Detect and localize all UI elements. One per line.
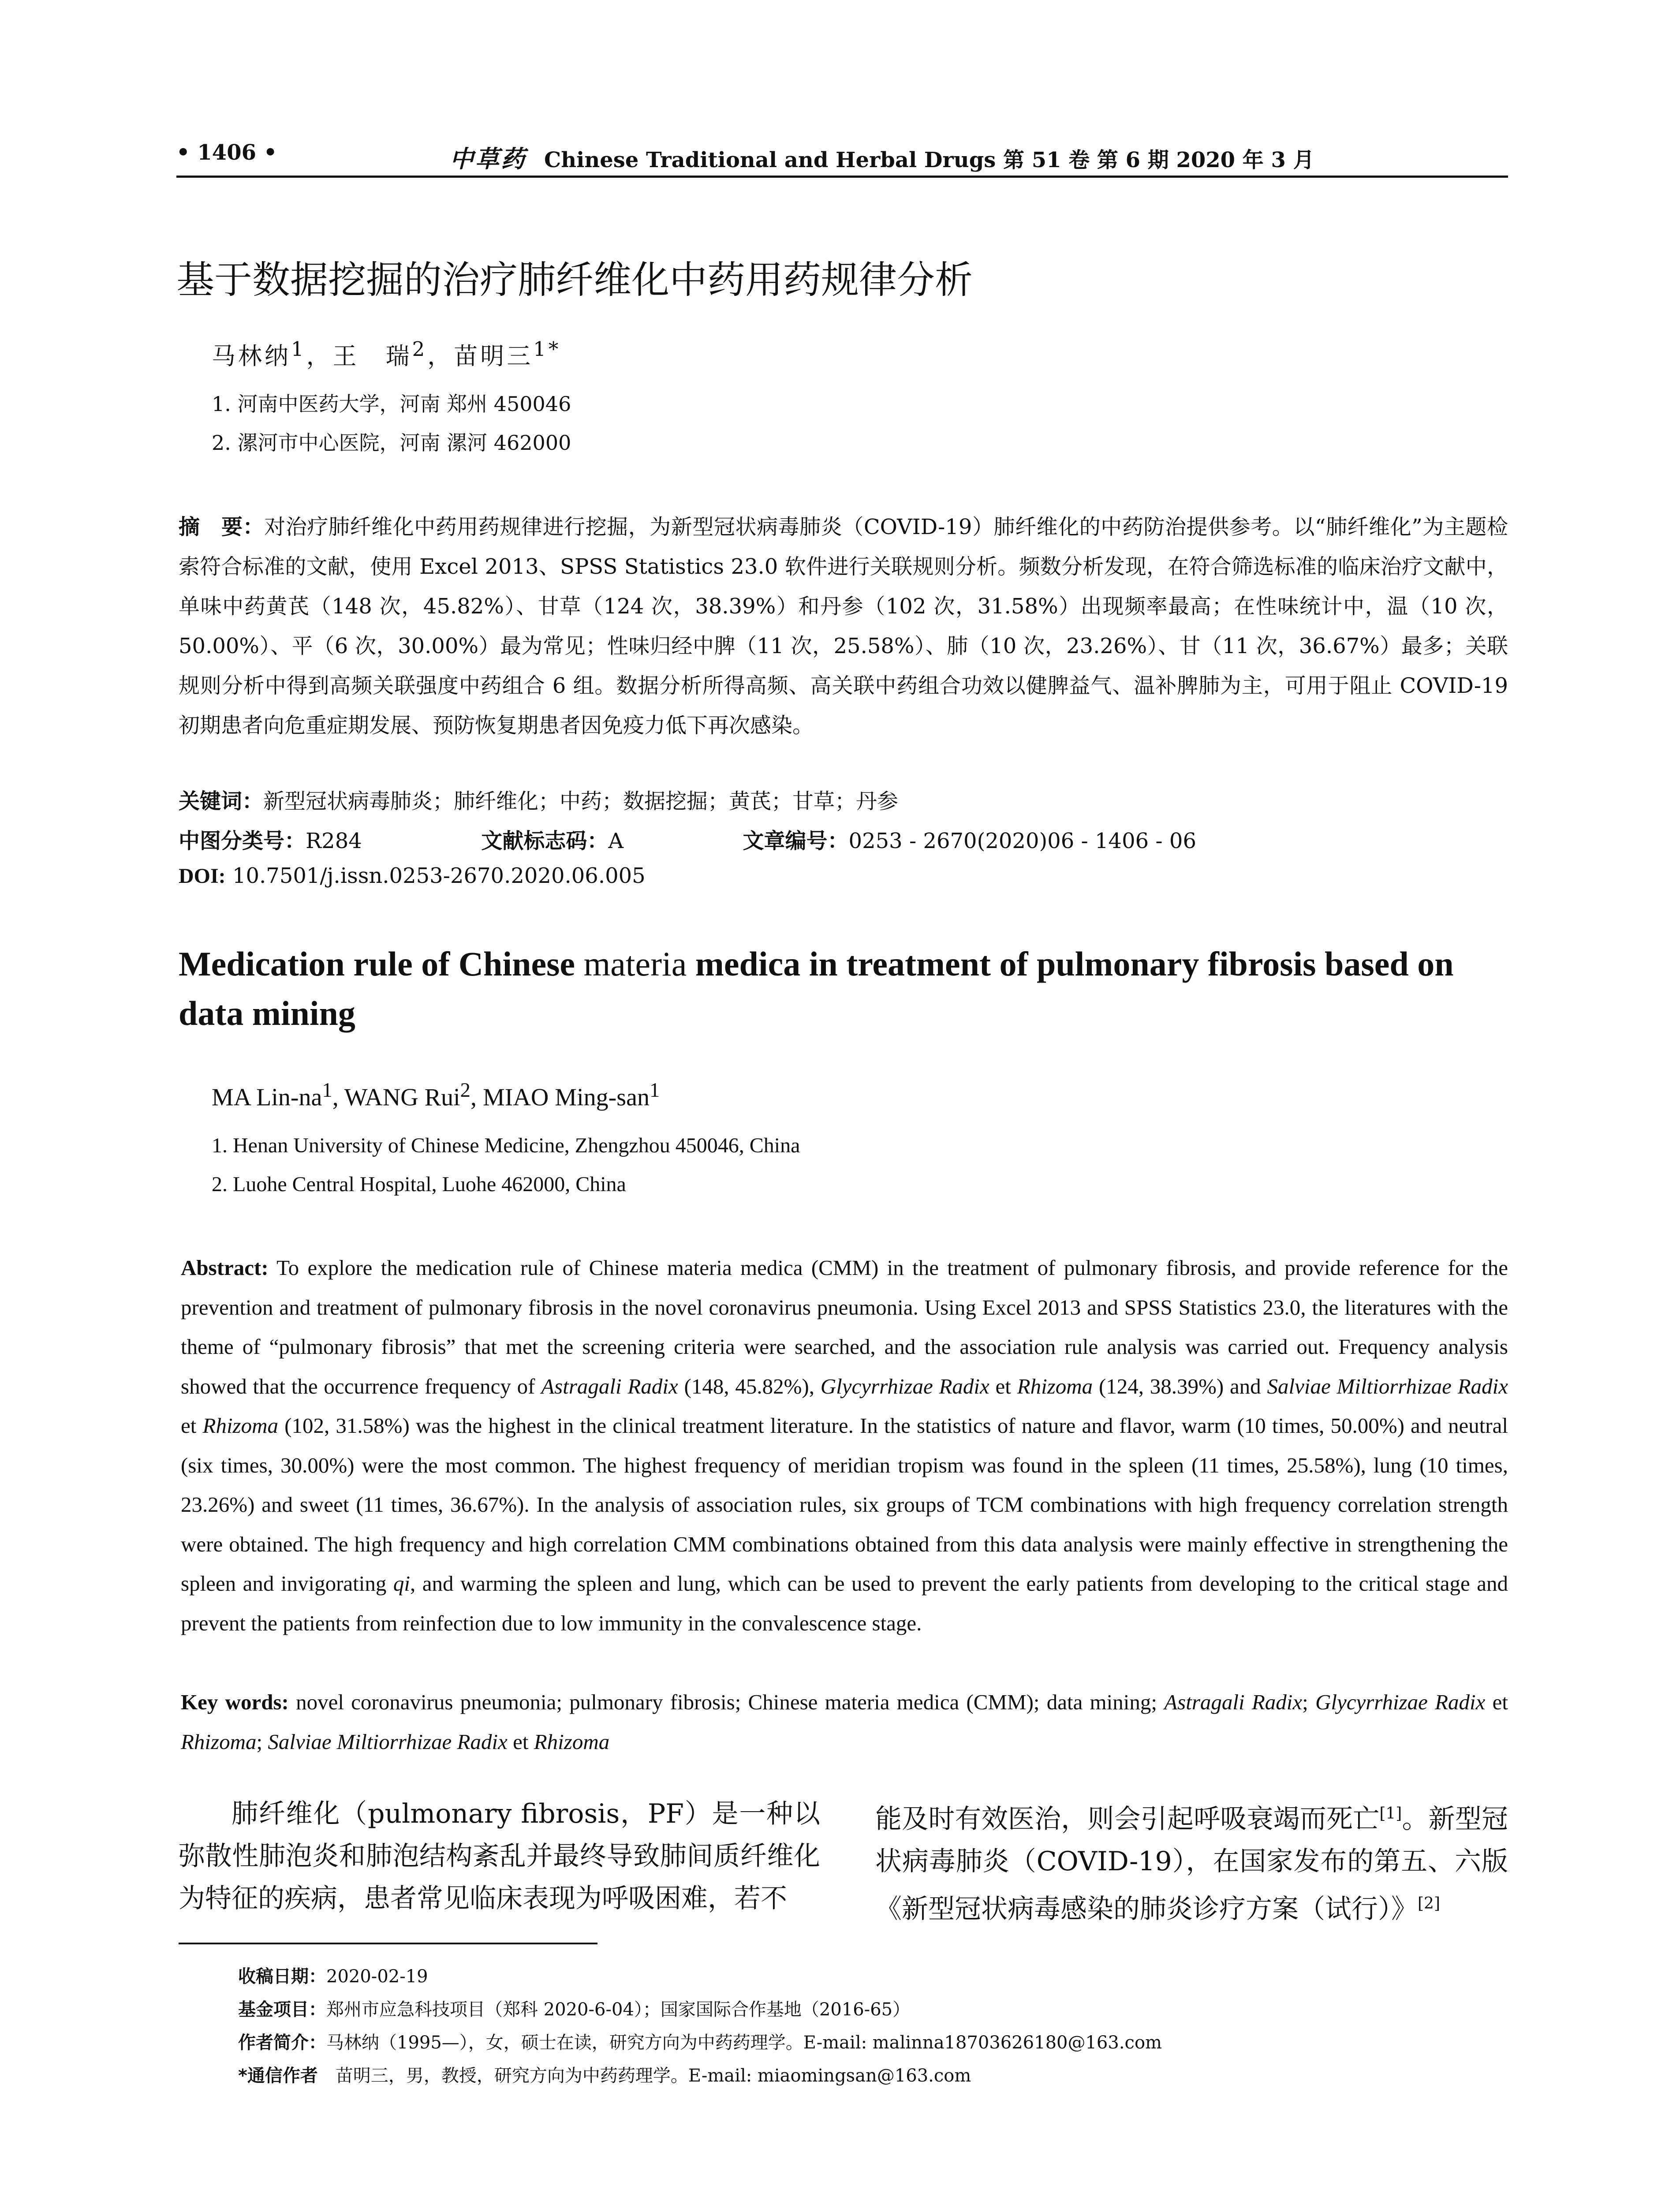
clc-label: 中图分类号： bbox=[179, 829, 306, 853]
author-name: MA Lin-na bbox=[212, 1084, 322, 1111]
doccode-value: A bbox=[608, 829, 623, 853]
page-number: • 1406 • bbox=[176, 140, 277, 165]
author-name: WANG Rui bbox=[344, 1084, 460, 1111]
english-title-part: Medication rule of Chinese bbox=[179, 945, 584, 983]
clc-value: R284 bbox=[306, 829, 362, 853]
english-title bbox=[179, 939, 1508, 1038]
keywords-text: novel coronavirus pneumonia; pulmonary fibrosis; Chinese materia medica (CMM); data mining; bbox=[288, 1690, 1165, 1714]
abstract-text: (148, 45.82%), bbox=[678, 1374, 821, 1398]
body-column-left: 肺纤维化（pulmonary fibrosis，PF）是一种以弥散性肺泡炎和肺泡结构紊乱并最终导致肺间质纤维化为特征的疾病，患者常见临床表现为呼吸困难，若不 bbox=[179, 1798, 820, 1914]
abstract-text: (124, 38.39%) and bbox=[1093, 1374, 1267, 1398]
author-name: 王 瑞 bbox=[332, 342, 412, 370]
body-text: 。新型冠状病毒肺炎（COVID-19），在国家发布的第五、六版《新型冠状病毒感染的肺炎诊疗方案（试行）》 bbox=[875, 1804, 1508, 1925]
keywords-text: ; bbox=[256, 1729, 268, 1754]
abstract-latin-name: Astragali Radix bbox=[541, 1374, 678, 1398]
abstract-text: et bbox=[989, 1374, 1017, 1398]
english-abstract bbox=[181, 1248, 1508, 1643]
author-name: 马林纳 bbox=[212, 342, 291, 370]
footnote-label: *通信作者 bbox=[238, 2066, 318, 2086]
keywords-label: Key words: bbox=[181, 1690, 289, 1714]
body-column-right bbox=[875, 1793, 1508, 1930]
body-text: 能及时有效医治，则会引起呼吸衰竭而死亡 bbox=[875, 1804, 1380, 1835]
footnote-funding bbox=[238, 1996, 910, 2021]
abstract-label: 摘 要： bbox=[179, 515, 265, 539]
author-affil-mark: 1 bbox=[322, 1079, 332, 1102]
journal-header bbox=[450, 140, 1314, 174]
article-no-value: 0253 - 2670(2020)06 - 1406 - 06 bbox=[848, 829, 1196, 853]
abstract-latin-name: Rhizoma bbox=[1017, 1374, 1093, 1398]
english-keywords bbox=[181, 1682, 1508, 1761]
author-affil-mark: 1 bbox=[649, 1079, 660, 1102]
footnote-rule bbox=[179, 1943, 597, 1944]
abstract-latin-name: Glycyrrhizae Radix bbox=[820, 1374, 989, 1398]
footnote-text: 马林纳（1995—），女，硕士在读，研究方向为中药药理学。E-mail: malinna18703626180@163.com bbox=[326, 2033, 1162, 2053]
chinese-abstract bbox=[179, 507, 1508, 745]
classification-line bbox=[179, 824, 1196, 854]
english-authors: MA Lin-$na^1$, WANG Rui$^2$, MIAO Ming-san$^1$ bbox=[212, 1079, 660, 1111]
keywords-latin-name: Rhizoma bbox=[181, 1729, 257, 1754]
article-no-label: 文章编号： bbox=[743, 829, 849, 853]
footnote-label: 基金项目： bbox=[238, 1999, 326, 2020]
author-name: 苗明三 bbox=[454, 342, 534, 370]
abstract-label: Abstract: bbox=[181, 1256, 269, 1280]
header-rule bbox=[176, 176, 1508, 178]
chinese-title: 基于数据挖掘的治疗肺纤维化中药用药规律分析 bbox=[176, 258, 973, 302]
footnote-received bbox=[238, 1962, 428, 1988]
keywords-latin-name: Rhizoma bbox=[534, 1729, 610, 1754]
author-affil-mark: 1 bbox=[291, 337, 306, 361]
english-title-part: medica in treatment of pulmonary fibrosis based on data mining bbox=[179, 945, 1454, 1032]
author-affil-mark: 2 bbox=[412, 337, 428, 361]
keywords-text: et bbox=[507, 1729, 534, 1754]
author-affil-mark: 1* bbox=[533, 337, 561, 361]
footnote-label: 作者简介： bbox=[238, 2033, 326, 2053]
footnote-text: 2020-02-19 bbox=[326, 1966, 428, 1987]
footnote-text: 郑州市应急科技项目（郑科 2020-6-04）；国家国际合作基地（2016-65） bbox=[326, 1999, 911, 2020]
chinese-affiliation-2: 2. 漯河市中心医院，河南 漯河 462000 bbox=[212, 431, 571, 455]
keywords-latin-name: Salviae Miltiorrhizae Radix bbox=[268, 1729, 508, 1754]
abstract-text: , and warming the spleen and lung, which can be used to prevent the early patients from developing to the critical stage and prevent the patients from reinfection due to low immunity in the convalescence stage. bbox=[181, 1571, 1508, 1635]
abstract-text: To explore the medication rule of Chinese materia medica (CMM) in the treatment of pulmonary fibrosis, and provide reference for the prevention and treatment of pulmonary fibrosis in the novel coronavirus pneumonia. Using Excel 2013 and SPSS Statistics 23.0, the literatures with the theme of “pulmonary fibrosis” that met the screening criteria were searched, and the association rule analysis was carried out. Frequency analysis showed that the occurrence frequency of bbox=[181, 1256, 1508, 1398]
footnote-label: 收稿日期： bbox=[238, 1966, 326, 1987]
keywords-text: et bbox=[1485, 1690, 1508, 1714]
chinese-authors: 马林纳$^1$，王 瑞$^2$，苗明三$^{1*}$ bbox=[212, 337, 561, 370]
citation-ref: [2] bbox=[1418, 1895, 1440, 1913]
keywords-text: ; bbox=[1302, 1690, 1315, 1714]
abstract-text: (102, 31.58%) was the highest in the clinical treatment literature. In the statistics of nature and flavor, warm (10 times, 50.00%) and neutral (six times, 30.00%) were the most common. The highest frequency of meridian tropism was found in the spleen (11 times, 25.58%), lung (10 times, 23.26%) and sweet (11 times, 36.67%). In the analysis of association rules, six groups of TCM combinations with high frequency correlation strength were obtained. The high frequency and high correlation CMM combinations obtained from this data analysis were mainly effective in strengthening the spleen and invigorating bbox=[181, 1413, 1508, 1596]
doi-value: 10.7501/j.issn.0253-2670.2020.06.005 bbox=[232, 863, 646, 888]
footnote-corresponding bbox=[238, 2062, 971, 2087]
footnote-author-bio bbox=[238, 2029, 1162, 2054]
doi-line bbox=[179, 863, 646, 888]
citation-ref: [1] bbox=[1379, 1805, 1402, 1823]
chinese-keywords bbox=[179, 784, 898, 815]
footnote-text: 苗明三，男，教授，研究方向为中药药理学。E-mail: miaomingsan@163.com bbox=[317, 2066, 971, 2086]
doccode-label: 文献标志码： bbox=[481, 829, 609, 853]
abstract-italic-term: qi bbox=[393, 1571, 410, 1596]
abstract-latin-name: Rhizoma bbox=[202, 1413, 279, 1438]
abstract-text: et bbox=[181, 1413, 203, 1438]
english-affiliation-1: 1. Henan University of Chinese Medicine, Zhengzhou 450046, China bbox=[212, 1134, 800, 1157]
journal-info: Chinese Traditional and Herbal Drugs 第 51 卷 第 6 期 2020 年 3 月 bbox=[544, 148, 1314, 172]
keywords-latin-name: Glycyrrhizae Radix bbox=[1315, 1690, 1486, 1714]
author-name: MIAO Ming-san bbox=[482, 1084, 650, 1111]
abstract-latin-name: Salviae Miltiorrhizae Radix bbox=[1267, 1374, 1508, 1398]
english-title-part: materia bbox=[583, 945, 687, 983]
abstract-text: 对治疗肺纤维化中药用药规律进行挖掘，为新型冠状病毒肺炎（COVID-19）肺纤维化的中药防治提供参考。以“肺纤维化”为主题检索符合标准的文献，使用 Excel 2013、SPSS Statistics 23.0 软件进行关联规则分析。频数分析发现，在符合筛选标准的临床治疗文献中，单味中药黄芪（148 次，45.82%）、甘草（124 次，38.39%）和丹参（102 次，31.58%）出现频率最高；在性味统计中，温（10 次，50.00%）、平（6 次，30.00%）最为常见；性味归经中脾（11 次，25.58%）、肺（10 次，23.26%）、甘（11 次，36.67%）最多；关联规则分析中得到高频关联强度中药组合 6 组。数据分析所得高频、高关联中药组合功效以健脾益气、温补脾肺为主，可用于阻止 COVID-19 初期患者向危重症期发展、预防恢复期患者因免疫力低下再次感染。 bbox=[179, 515, 1508, 738]
doi-label: DOI: bbox=[179, 864, 226, 888]
english-affiliation-2: 2. Luohe Central Hospital, Luohe 462000, China bbox=[212, 1173, 626, 1196]
journal-logo: 中草药 bbox=[450, 145, 526, 173]
keywords-label: 关键词： bbox=[179, 789, 264, 814]
chinese-affiliation-1: 1. 河南中医药大学，河南 郑州 450046 bbox=[212, 392, 571, 416]
keywords-text: 新型冠状病毒肺炎；肺纤维化；中药；数据挖掘；黄芪；甘草；丹参 bbox=[263, 789, 899, 814]
keywords-latin-name: Astragali Radix bbox=[1164, 1690, 1303, 1714]
author-affil-mark: 2 bbox=[460, 1079, 470, 1102]
